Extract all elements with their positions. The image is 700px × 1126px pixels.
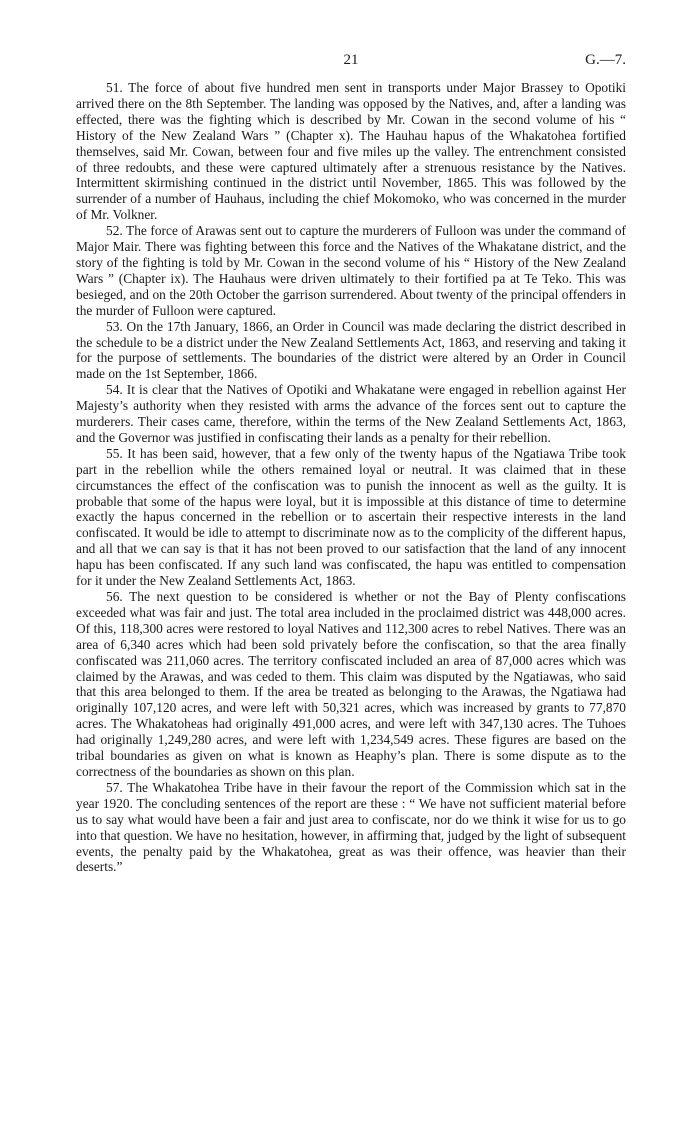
paragraph-53: 53. On the 17th January, 1866, an Order in Council was made declaring the district described in the schedule to be a district under the New Zealand Settlements Act, 1863, and reserving and taking it for the purpose of settlements. The boundaries of the district were altered by an Order in Council made on the 1st September, 1866. — [76, 318, 626, 382]
paragraph-55: 55. It has been said, however, that a few only of the twenty hapus of the Ngatiawa Tribe took part in the rebellion while the others remained loyal or neutral. It was claimed that in these circumstances the effect of the confiscation was to punish the innocent as well as the guilty. It is probable that some of the hapus were loyal, but it is impossible at this distance of time to determine exactly the hapus concerned in the rebellion or to ascertain their respective interests in the land confiscated. It would be idle to attempt to discriminate now as to the complicity of the different hapus, and all that we can say is that it has not been proved to our satisfaction that the land of any innocent hapu has been confiscated. If any such land was confiscated, the hapu was entitled to compensation for it under the New Zealand Settlements Act, 1863. — [76, 445, 626, 589]
paragraph-57: 57. The Whakatohea Tribe have in their favour the report of the Commission which sat in the year 1920. The concluding sentences of the report are these : “ We have not sufficient material before us to say what would have been a fair and just area to confiscate, nor do we think it wise for us to go into that question. We have no hesitation, however, in affirming that, judged by the light of subsequent events, the penalty paid by the Whakatohea, great as was their offence, was heavier than their deserts.” — [76, 779, 626, 875]
document-reference: G.—7. — [585, 52, 626, 68]
paragraph-54: 54. It is clear that the Natives of Opotiki and Whakatane were engaged in rebellion against Her Majesty’s authority when they resisted with arms the advance of the forces sent out to capture the murderers. Their cases came, therefore, within the terms of the New Zealand Settlements Act, 1863, and the Governor was justified in confiscating their lands as a penalty for their rebellion. — [76, 382, 626, 445]
paragraph-51: 51. The force of about five hundred men sent in transports under Major Brassey to Opotiki arrived there on the 8th September. The landing was opposed by the Natives, and, after a landing was effected, there was the fighting which is described by Mr. Cowan in the second volume of his “ History of the New Zealand Wars ” (Chapter x). The Hauhau hapus of the Whakatohea fortified themselves, said Mr. Cowan, between four and five miles up the valley. The entrenchment consisted of three redoubts, and these were captured ultimately after a strenuous resistance by the Natives. Intermittent skirmishing continued in the district until November, 1865. This was followed by the surrender of a number of Hauhaus, including the chief Mokomoko, who was concerned in the murder of Mr. Volkner. — [76, 80, 626, 223]
body-text — [76, 80, 626, 875]
page-header — [76, 52, 626, 72]
paragraph-56: 56. The next question to be considered is whether or not the Bay of Plenty confiscations exceeded what was fair and just. The total area included in the proclaimed district was 448,000 acres. Of this, 118,300 acres were restored to loyal Natives and 112,300 acres to rebel Natives. There was an area of 6,340 acres which had been sold privately before the confiscation, so that the area finally confiscated was 211,060 acres. The territory confiscated included an area of 87,000 acres which was claimed by the Arawas, and was ceded to them. This claim was disputed by the Ngatiawas, who said that this area belonged to them. If the area be treated as belonging to the Arawas, the Ngatiawa had originally 107,120 acres, and were left with 50,321 acres, which was increased by grants to 77,870 acres. The Whakatoheas had originally 491,000 acres, and were left with 347,130 acres. The Tuhoes had originally 1,249,280 acres, and were left with 1,234,549 acres. These figures are based on the tribal boundaries as given on what is known as Heaphy’s plan. There is some dispute as to the correctness of the boundaries as shown on this plan. — [76, 589, 626, 779]
paragraph-52: 52. The force of Arawas sent out to capture the murderers of Fulloon was under the command of Major Mair. There was fighting between this force and the Natives of the Whakatane district, and the story of the fighting is told by Mr. Cowan in the second volume of his “ History of the New Zealand Wars ” (Chapter ix). The Hauhaus were driven ultimately to their fortified pa at Te Teko. This was besieged, and on the 20th October the garrison surrendered. About twenty of the principal offenders in the murder of Fulloon were captured. — [76, 223, 626, 318]
page-number: 21 — [343, 52, 359, 68]
